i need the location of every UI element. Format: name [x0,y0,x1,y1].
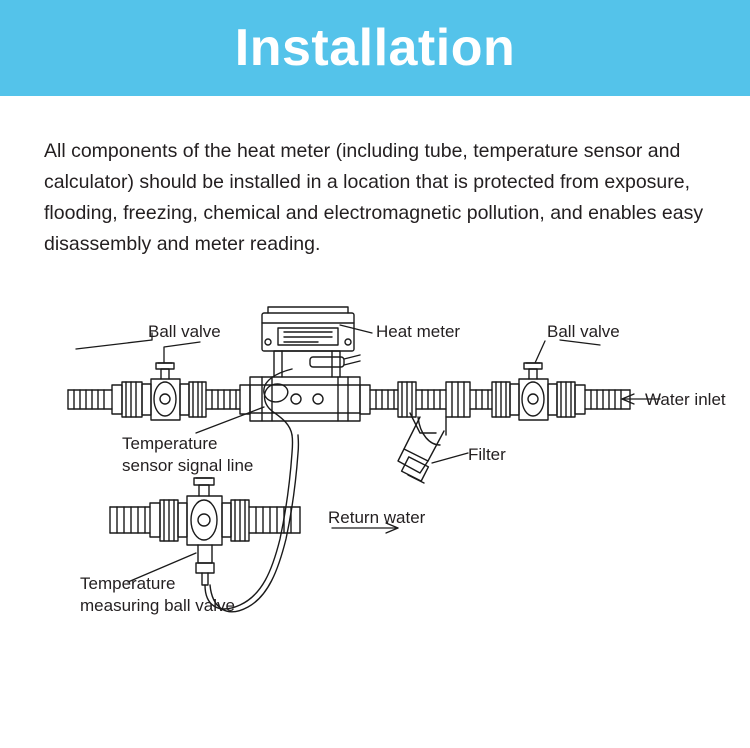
label-return-water: Return water [328,508,426,527]
ball-valve-right [519,363,585,420]
return-pipe-run [110,500,187,541]
label-temperature-sensor-signal-line-2: sensor signal line [122,456,254,475]
label-ball-valve-left: Ball valve [148,322,221,341]
temperature-measuring-ball-valve [187,478,300,585]
intro-paragraph: All components of the heat meter (including tube, temperature sensor and calculator) should be installed in a location that is protected from exposure, flooding, freezing, chemical and electromagnetic pollution, and enables easy disassembly and meter reading. [44,139,704,255]
label-water-inlet: Water inlet [645,390,726,409]
label-temperature-sensor-signal-line-1: Temperature [122,434,218,453]
ball-valve-left [142,363,206,420]
main-pipe-run [68,382,142,417]
label-ball-valve-right: Ball valve [547,322,620,341]
label-temperature-measuring-ball-valve-1: Temperature [80,574,176,593]
pipe-segment-mid-right [360,382,446,417]
page-title: Installation [234,19,516,77]
pipe-segment-left-mid [206,385,250,414]
label-filter: Filter [468,445,506,464]
pipe-segment-filter-right [470,382,519,417]
header-bar [0,0,750,96]
installation-diagram [0,285,750,655]
label-heat-meter: Heat meter [376,322,461,341]
label-temperature-measuring-ball-valve-2: measuring ball valve [80,596,235,615]
